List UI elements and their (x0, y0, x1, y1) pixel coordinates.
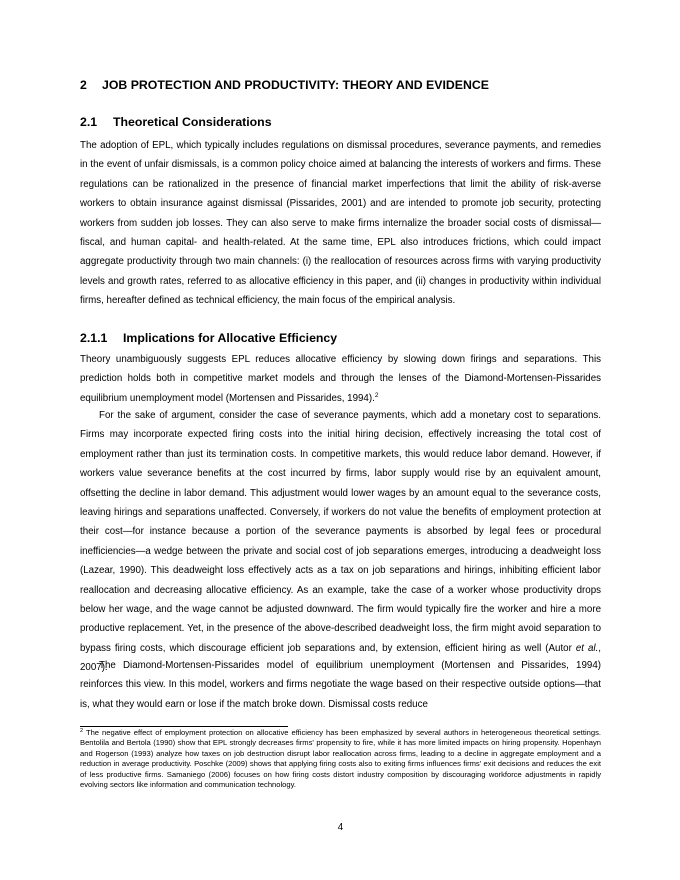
section-number: 2 (80, 78, 87, 92)
et-al-citation: et al. (575, 642, 599, 654)
paragraph-dmp-model: The Diamond-Mortensen-Pissarides model of equilibrium unemployment (Mortensen and Pissarides, 1994) reinforces this view. In this model, workers and firms negotiate the wage based on their respective outside options—that is, what they would earn or lose if the match broke down. Dismissal costs reduce (80, 660, 601, 710)
subsection-heading (80, 115, 272, 129)
footnote-divider (80, 726, 288, 727)
footnote-reference[interactable]: 2 (374, 391, 379, 399)
subsubsection-heading (80, 331, 337, 345)
subsubsection-title: Implications for Allocative Efficiency (123, 331, 338, 345)
subsection-number: 2.1 (80, 115, 98, 129)
paragraph-allocative-intro-text: Theory unambiguously suggests EPL reduces allocative efficiency by slowing down firings and separations. This prediction holds both in competitive market models and through the lenses of the Diamond-Mortensen-Pissarides equilibrium unemployment model (Mortensen and Pissarides, 1994). (80, 354, 601, 404)
paragraph-severance-argument (80, 406, 601, 678)
footnote-marker: 2 (80, 728, 84, 734)
paragraph-severance-text: For the sake of argument, consider the case of severance payments, which add a monetary cost to separations. Firms may incorporate expected firing costs into the initial hiring decision, effectively increasing the total cost of employment rather than just its termination costs. In competitive markets, this would reduce labor demand. However, if workers value severance benefits at the cost incurred by firms, labor supply would rise by an equivalent amount, offsetting the decline in labor demand. This adjustment would lower wages by an amount equal to the severance costs, leaving hirings and separations unaffected. Conversely, if workers do not value the benefits of employment protection at their cost—for instance because a portion of the severance payments is absorbed by legal fees or procedural inefficiencies—a wedge between the private and social cost of job separations emerges, introducing a deadweight loss (Lazear, 1990). This deadweight loss effectively acts as a tax on job separations and hirings, inhibiting efficient labor reallocation and decreasing allocative efficiency. As an example, take the case of a worker whose productivity drops below her wage, and the wage cannot be adjusted downward. The firm would typically fire the worker and hire a more productive replacement. Yet, in the presence of the above-described deadweight loss, the firm might avoid separation to bypass firing costs, which discourage efficient job separations and, by extension, efficient hiring as well (Autor (80, 410, 601, 654)
paragraph-theoretical-considerations: The adoption of EPL, which typically includes regulations on dismissal procedures, severance payments, and remedies in the event of unfair dismissals, is a common policy choice aimed at balancing the interests of workers and firms. These regulations can be rationalized in the presence of financial market imperfections that limit the ability of risk-averse workers to obtain insurance against dismissal (Pissarides, 2001) and are intended to promote job security, protecting workers from sudden job losses. They can also serve to make firms internalize the broader social costs of dismissal—fiscal, and human capital- and health-related. At the same time, EPL also introduces frictions, which could impact aggregate productivity through two main channels: (i) the reallocation of resources across firms with varying productivity levels and growth rates, referred to as allocative efficiency in this paper, and (ii) changes in productivity within individual firms, hereafter defined as technical efficiency, the main focus of the empirical analysis. (80, 140, 601, 307)
page-number: 4 (337, 822, 344, 833)
subsubsection-number: 2.1.1 (80, 331, 108, 345)
paragraph-allocative-intro (80, 350, 601, 408)
section-heading (80, 78, 489, 92)
footnote-text: The negative effect of employment protection on allocative efficiency has been emphasized by several authors in heterogeneous theoretical settings. Bentolila and Bertola (1990) show that EPL strongly decreases firms' propensity to fire, while it has more limited impacts on hiring propensity. Hopenhayn and Rogerson (1993) analyze how taxes on job destruction disrupt labor reallocation across firms, leading to a decline in aggregate employment and a reduction in average productivity. Poschke (2009) shows that applying firing costs also to exiting firms influences firms' exit decisions and reduces the exit of less productive firms. Samaniego (2006) focuses on how firing costs distort industry composition by discouraging workforce adjustments in rapidly evolving sectors like information and communication technology. (80, 728, 601, 790)
footnote (80, 728, 601, 790)
paragraph-severance-end: , 2007). (80, 642, 602, 674)
subsection-title: Theoretical Considerations (113, 115, 272, 129)
section-title: JOB PROTECTION AND PRODUCTIVITY: THEORY AND EVIDENCE (102, 78, 489, 92)
